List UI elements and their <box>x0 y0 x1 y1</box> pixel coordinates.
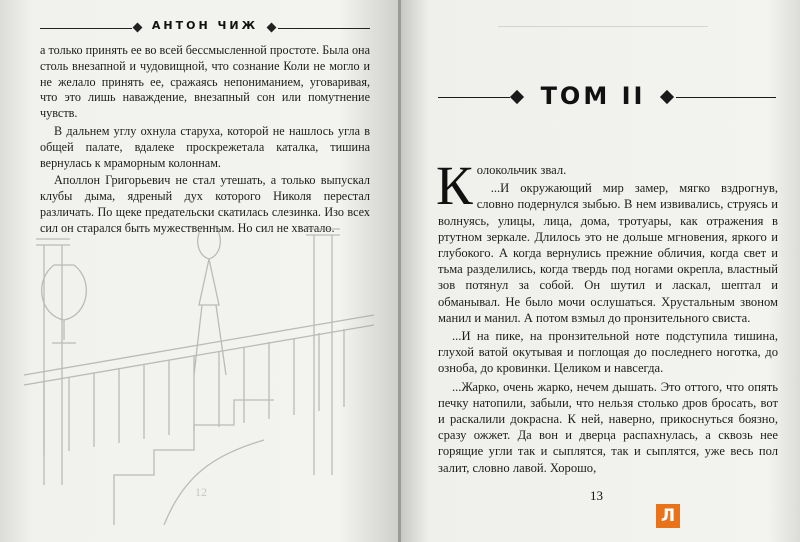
bleed-through-rule <box>498 26 708 27</box>
publisher-logo-icon: Л <box>656 504 680 528</box>
opening-paragraph <box>436 155 778 216</box>
chapter-title: ТОМ II <box>540 82 646 110</box>
diamond-ornament-icon <box>133 23 143 33</box>
paragraph: ...И окружающий мир замер, мягко вздрогнув, словно подернулся зыбью. В нем извивались, струясь и волнуясь, улицы, лица, дома, тротуары, как отражения в ртутном зеркале. Длилось это не дольше мгновения, яркого и глубокого. А когда вернулись прежние обличия, когда свет и тьма разделились, когда твердь под ногами окрепла, властный зов потянул за собой. Он шутил и ласкал, шептал и обманывал. Не было мочи ослушаться. Хрустальным звоном манил и манил. А потом взмыл до пронзительного свиста. <box>438 181 778 325</box>
chapter-heading <box>438 80 778 116</box>
opening-line: олокольчик звал. <box>476 163 567 177</box>
ghost-folio: 12 <box>195 485 207 499</box>
staircase-illustration-icon <box>14 225 384 525</box>
paragraph: В дальнем углу охнула старуха, которой не нашлось угла в общей палате, вдалеке проскрежетала каталка, тишина вернулась к мраморным колоннам. <box>40 123 370 170</box>
running-head <box>40 16 370 36</box>
chapter-rule-left <box>438 97 510 98</box>
drop-cap: К <box>436 155 473 216</box>
chapter-rule-right <box>676 97 776 98</box>
running-head-rule-right <box>278 28 370 29</box>
right-page-text <box>436 155 778 476</box>
running-head-author: АНТОН ЧИЖ <box>151 19 259 32</box>
running-head-rule-left <box>40 28 132 29</box>
left-page <box>0 0 399 542</box>
diamond-ornament-icon <box>660 90 674 104</box>
paragraph: ...Жарко, очень жарко, нечем дышать. Это оттого, что опять печку натопили, забыли, что нельзя столько дров бросать, вот и раскалили докрасна. К ней, наверно, прикоснуться боязно, сразу ожжет. Да вон и дверца распахнулась, а сквозь нее горящие угли так и сыплятся, так и сыплятся, уже весь пол залит, словно лавой. Хорошо, <box>438 379 778 475</box>
diamond-ornament-icon <box>267 23 277 33</box>
paragraph: а только принять ее во всей бессмысленной простоте. Была она столь внезапной и чудовищной, что сознание Коли не могло и не желало принять ее, сражаясь непониманием, уговаривая, что это лишь наваждение, внезапный сон или помутнение чувств. <box>40 43 370 121</box>
diamond-ornament-icon <box>510 90 524 104</box>
bleed-through-header <box>438 20 768 34</box>
paragraph: ...И на пике, на пронзительной ноте подступила тишина, глухой ватой окутывая и поглощая до последнего ноготка, до озноба, до кровинки. Целиком и навсегда. <box>438 329 778 376</box>
page-number: 13 <box>590 488 603 503</box>
left-page-text <box>40 43 370 237</box>
paragraph: Аполлон Григорьевич не стал утешать, а только выпускал клубы дыма, ядреный дух которого Николя перестал различать. По щеке предательски скатилась слезинка. Изо всех сил он старался быть мужественным. Но сил не хватало. <box>40 173 370 235</box>
